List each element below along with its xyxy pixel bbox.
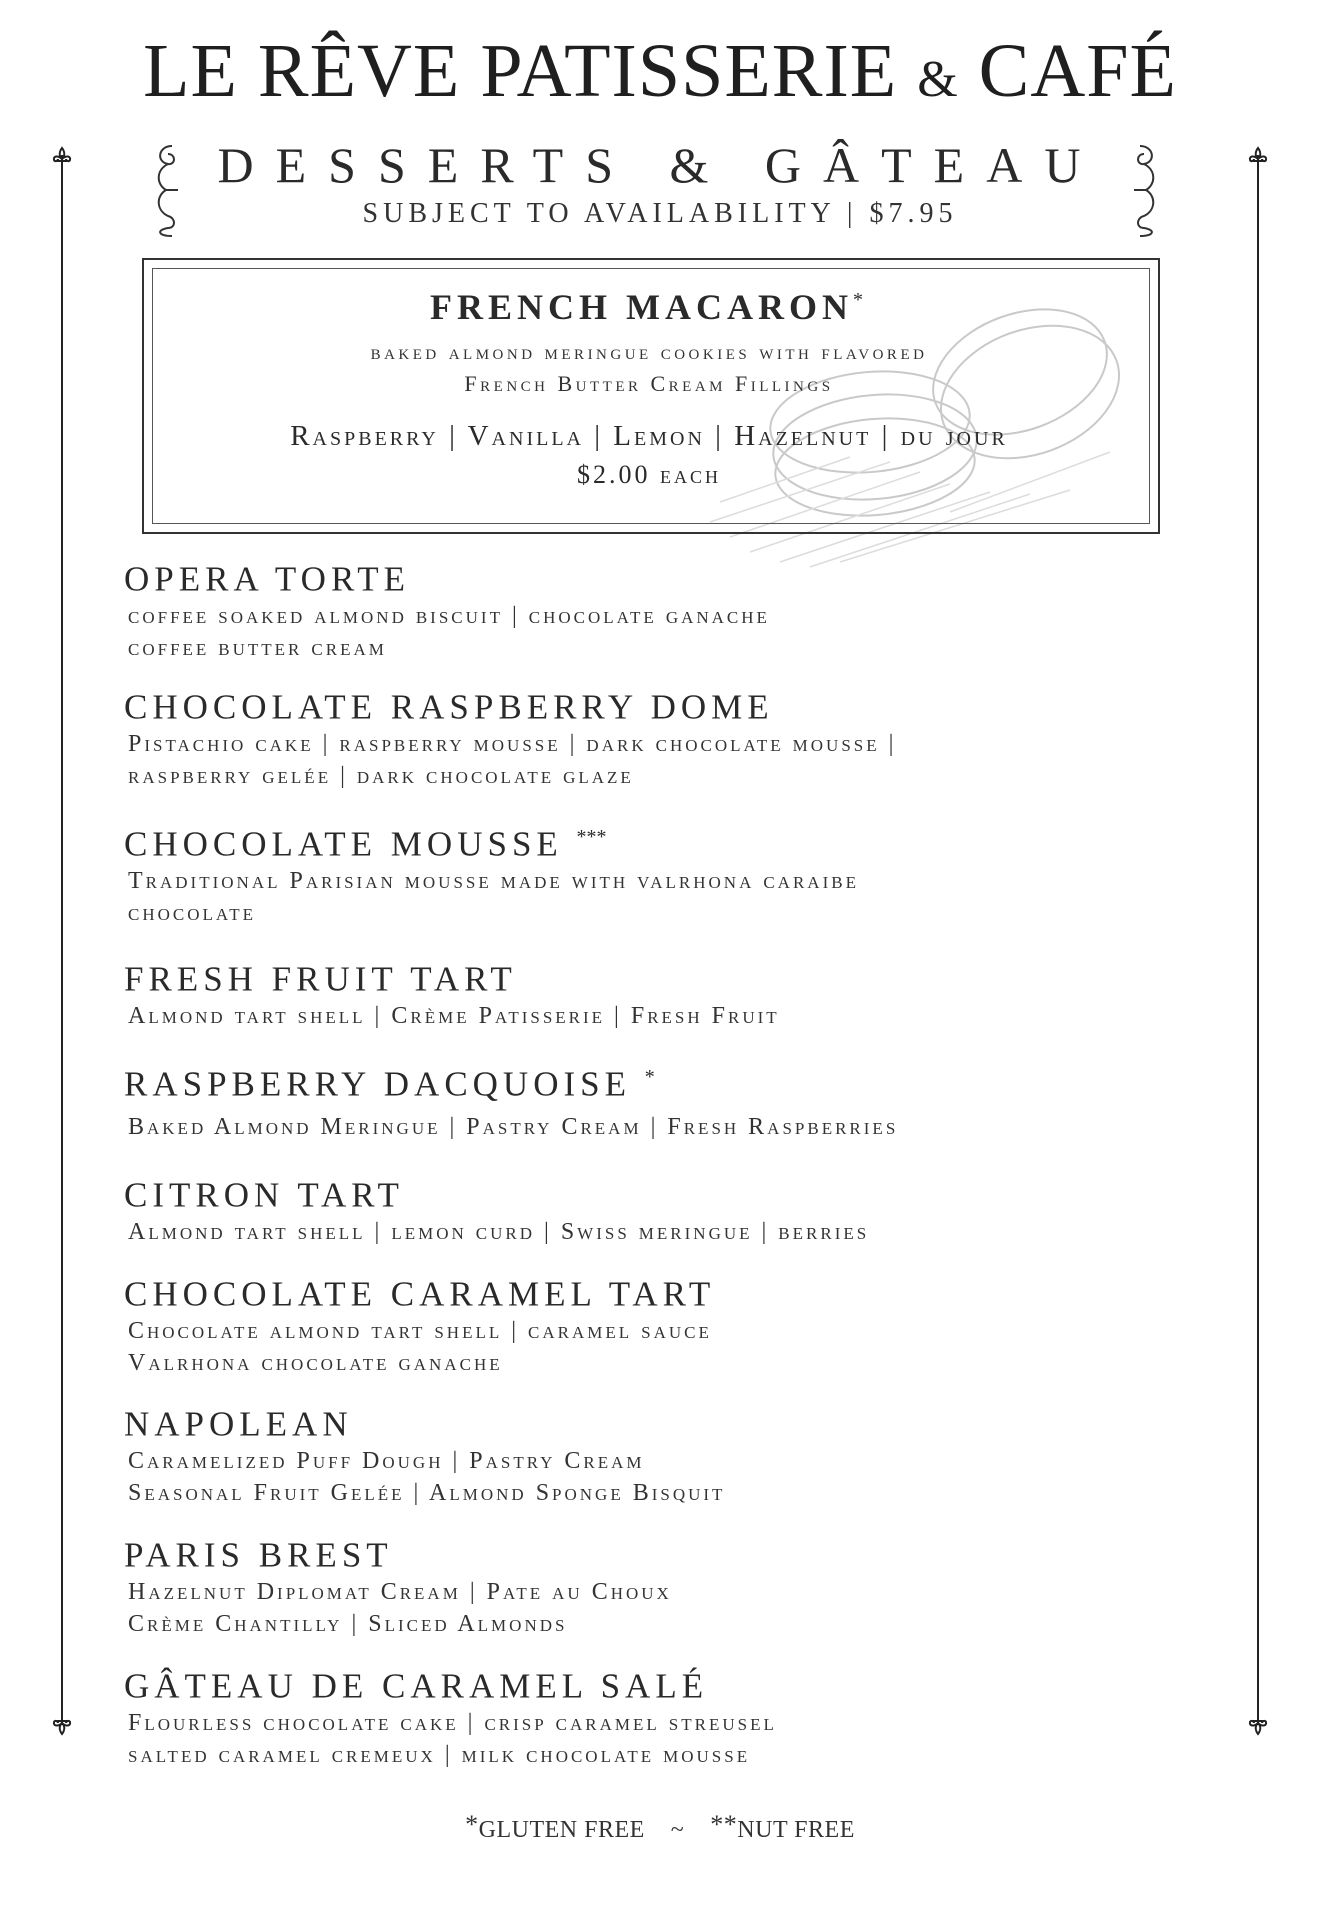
scroll-ornament-right-icon xyxy=(1128,140,1164,240)
item-desc-line-2: salted caramel cremeux | milk chocolate mousse xyxy=(128,1741,751,1768)
item-desc-line-2: raspberry gelée | dark chocolate glaze xyxy=(128,762,634,789)
menu-item xyxy=(124,1659,1174,1771)
menu-item xyxy=(124,952,1174,1032)
gluten-free-label: GLUTEN FREE xyxy=(478,1817,645,1843)
item-desc-line-2: Valrhona chocolate ganache xyxy=(128,1349,503,1376)
item-name: OPERA TORTE xyxy=(124,559,410,599)
nut-free-mark: ** xyxy=(710,1810,738,1839)
item-name: PARIS BREST xyxy=(124,1535,393,1575)
macaron-price: $2.00 each xyxy=(577,460,721,489)
item-name: CHOCOLATE MOUSSE *** xyxy=(124,824,607,864)
scroll-ornament-left-icon xyxy=(148,140,184,240)
menu-item xyxy=(124,1528,1174,1640)
item-name: CHOCOLATE RASPBERRY DOME xyxy=(124,687,774,727)
item-desc-line-1: coffee soaked almond biscuit | chocolate ganache xyxy=(128,602,770,629)
legend-separator: ~ xyxy=(670,1817,685,1843)
fleur-de-lis-icon xyxy=(1246,146,1270,170)
menu-item xyxy=(124,680,1174,792)
fleur-de-lis-icon xyxy=(50,1712,74,1736)
item-desc-line-1: Pistachio cake | raspberry mousse | dark chocolate mousse | xyxy=(128,730,897,757)
item-name: RASPBERRY DACQUOISE * xyxy=(124,1064,655,1104)
item-desc-line-1: Caramelized Puff Dough | Pastry Cream xyxy=(128,1447,645,1474)
macaron-mark: * xyxy=(852,289,868,311)
menu-item xyxy=(124,1397,1174,1509)
fleur-de-lis-icon xyxy=(1246,1712,1270,1736)
item-name: FRESH FRUIT TART xyxy=(124,959,517,999)
item-desc-line-1: Flourless chocolate cake | crisp caramel streusel xyxy=(128,1709,777,1736)
macaron-desc-line-1: baked almond meringue cookies with flavored xyxy=(370,339,928,364)
item-desc-line-1: Almond tart shell | Crème Patisserie | Fresh Fruit xyxy=(128,1002,780,1029)
item-desc-line-1: Chocolate almond tart shell | caramel sauce xyxy=(128,1317,712,1344)
item-desc-line-2: Crème Chantilly | Sliced Almonds xyxy=(128,1610,568,1637)
fleur-de-lis-icon xyxy=(50,146,74,170)
menu-item xyxy=(124,1057,1174,1143)
right-border-line xyxy=(1257,155,1259,1725)
nut-free-label: NUT FREE xyxy=(737,1817,855,1843)
item-desc-line-2: coffee butter cream xyxy=(128,634,387,661)
menu-item xyxy=(124,1267,1174,1379)
item-desc-line-2: Seasonal Fruit Gelée | Almond Sponge Bisquit xyxy=(128,1479,726,1506)
item-desc-line-2: chocolate xyxy=(128,899,257,926)
availability-price: SUBJECT TO AVAILABILITY | $7.95 xyxy=(362,198,958,229)
item-desc-line-1: Traditional Parisian mousse made with valrhona caraibe xyxy=(128,867,859,894)
macaron-flavors: Raspberry | Vanilla | Lemon | Hazelnut | du jour xyxy=(290,420,1008,452)
dietary-legend xyxy=(0,1810,1320,1844)
macaron-name: FRENCH MACARON xyxy=(430,287,853,327)
macaron-desc-line-2: French Butter Cream Fillings xyxy=(464,371,834,396)
menu-item xyxy=(124,1168,1174,1248)
left-border-line xyxy=(61,155,63,1725)
section-subtitle: DESSERTS & GÂTEAU xyxy=(217,137,1103,193)
item-name: CHOCOLATE CARAMEL TART xyxy=(124,1274,716,1314)
item-name: NAPOLEAN xyxy=(124,1404,353,1444)
gluten-free-mark: * xyxy=(465,1810,479,1839)
menu-item xyxy=(124,817,1174,929)
macaron-title xyxy=(142,286,1156,328)
title-part-2: CAFÉ xyxy=(978,29,1177,113)
item-desc-line-1: Baked Almond Meringue | Pastry Cream | Fresh Raspberries xyxy=(128,1113,899,1140)
page-title xyxy=(0,28,1320,115)
macaron-description xyxy=(142,336,1156,400)
item-name: GÂTEAU DE CARAMEL SALÉ xyxy=(124,1666,709,1706)
title-part-1: LE RÊVE PATISSERIE xyxy=(143,29,898,113)
menu-item xyxy=(124,552,1174,664)
item-name: CITRON TART xyxy=(124,1175,404,1215)
item-desc-line-1: Hazelnut Diplomat Cream | Pate au Choux xyxy=(128,1578,672,1605)
title-ampersand: & xyxy=(917,51,959,108)
item-desc-line-1: Almond tart shell | lemon curd | Swiss meringue | berries xyxy=(128,1218,870,1245)
